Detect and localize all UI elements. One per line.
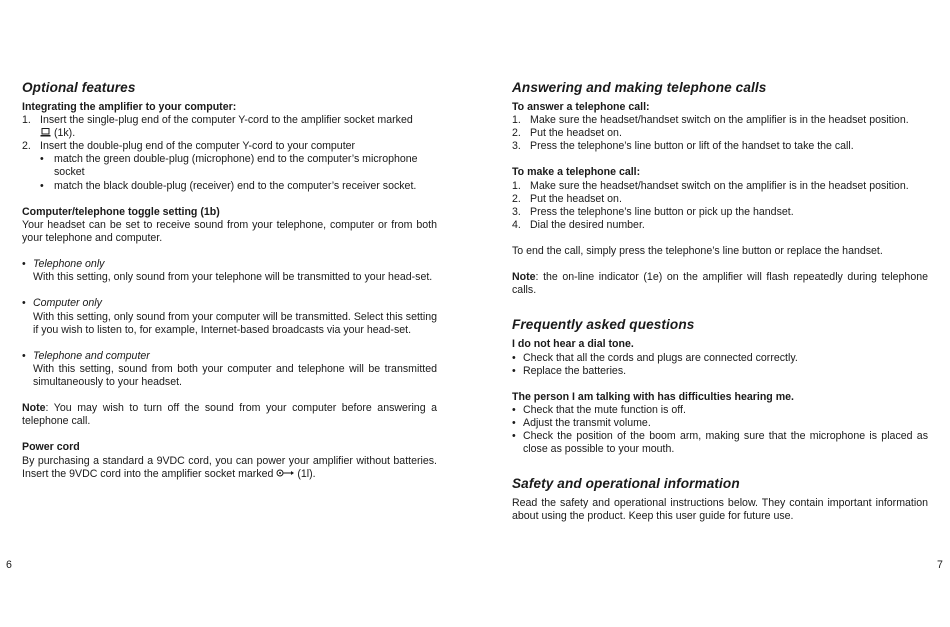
toggle-intro: Your headset can be set to receive sound from your telephone, computer or from both your telephone and computer. <box>22 218 437 244</box>
right-note: Note: the on-line indicator (1e) on the amplifier will flash repeatedly during telephone calls. <box>512 271 928 297</box>
right-page-column <box>512 80 928 523</box>
faq1-item <box>512 352 928 365</box>
faq2-items <box>512 404 928 456</box>
answering-heading: Answering and making telephone calls <box>512 80 767 95</box>
page-number-right: 7 <box>937 559 943 571</box>
step-number: 1. <box>22 114 31 127</box>
step-number: 3. <box>512 205 521 218</box>
step-number: 2. <box>512 192 521 205</box>
integrating-step-1 <box>22 114 437 140</box>
make-steps <box>512 180 928 232</box>
bullet: • <box>512 403 516 416</box>
integrating-substep-1: • match the green double-plug (microphone) end to the computer’s microphone socket <box>40 153 418 179</box>
answer-step <box>512 114 928 127</box>
faq-heading: Frequently asked questions <box>512 317 695 333</box>
safety-text: Read the safety and operational instructions below. They contain important information about using the product. Keep this user guide for future use. <box>512 497 928 523</box>
faq2-item <box>512 430 928 456</box>
integrating-title: Integrating the amplifier to your computer: <box>22 101 237 113</box>
option-telephone-only: • Telephone only <box>22 258 105 271</box>
step-text: Put the headset on. <box>530 192 622 205</box>
faq2-title: The person I am talking with has difficulties hearing me. <box>512 390 794 403</box>
power-cord-text: By purchasing a standard a 9VDC cord, you can power your amplifier without batteries. Insert the 9VDC cord into the amplifier socket marked (1l). <box>22 454 437 480</box>
step-text: Make sure the headset/handset switch on the amplifier is in the headset position. <box>530 114 909 127</box>
make-step <box>512 180 928 193</box>
step-number: 2. <box>512 127 521 140</box>
make-step <box>512 206 928 219</box>
option-telephone-and-computer: • Telephone and computer <box>22 349 150 362</box>
answer-step <box>512 140 928 153</box>
bullet: • <box>512 430 516 443</box>
step-number: 2. <box>22 140 31 153</box>
list-item-text: Check the position of the boom arm, making sure that the microphone is placed as close as possible to your mouth. <box>523 430 928 456</box>
computer-socket-icon <box>40 128 51 137</box>
answer-step <box>512 127 928 140</box>
power-cord-title: Power cord <box>22 441 80 454</box>
option-computer-only-text: With this setting, only sound from your computer will be transmitted. Select this setting if you wish to listen to, for example, Internet-based broadcasts via your head-set. <box>33 310 437 336</box>
step-text: Dial the desired number. <box>530 218 645 231</box>
toggle-title: Computer/telephone toggle setting (1b) <box>22 205 220 218</box>
step-text: Press the telephone’s line button or pick up the handset. <box>530 205 794 218</box>
faq2-item <box>512 404 928 417</box>
list-item-text: Replace the batteries. <box>523 364 627 377</box>
integrating-substep-2: • match the black double-plug (receiver) end to the computer’s receiver socket. <box>40 179 417 192</box>
safety-heading: Safety and operational information <box>512 476 740 492</box>
faq1-items <box>512 352 928 378</box>
faq2-item <box>512 417 928 430</box>
integrating-step-2 <box>22 140 437 153</box>
option-telephone-and-computer-text: With this setting, sound from both your computer and telephone will be transmitted simultaneously to your headset. <box>33 362 437 388</box>
make-title: To make a telephone call: <box>512 166 641 179</box>
faq1-title: I do not hear a dial tone. <box>512 338 634 351</box>
make-step <box>512 219 928 232</box>
bullet: • <box>512 416 516 429</box>
left-page-column <box>22 80 437 481</box>
step-number: 3. <box>512 140 521 153</box>
bullet: • <box>512 351 516 364</box>
end-call-text: To end the call, simply press the telephone’s line button or replace the handset. <box>512 245 883 258</box>
step-text: Insert the single-plug end of the computer Y-cord to the amplifier socket marked (1k). <box>40 114 413 140</box>
dc-power-socket-icon <box>276 468 294 476</box>
step-number: 1. <box>512 114 521 127</box>
step-number: 4. <box>512 218 521 231</box>
bullet: • <box>512 364 516 377</box>
faq1-item <box>512 365 928 378</box>
step-text: Press the telephone’s line button or lift of the handset to take the call. <box>530 140 854 153</box>
list-item-text: Check that all the cords and plugs are connected correctly. <box>523 351 798 364</box>
make-step <box>512 193 928 206</box>
optional-features-heading: Optional features <box>22 80 136 95</box>
step-text: Make sure the headset/handset switch on the amplifier is in the headset position. <box>530 179 909 192</box>
step-text: Insert the double-plug end of the computer Y-cord to your computer <box>40 140 356 153</box>
option-telephone-only-text: With this setting, only sound from your telephone will be transmitted to your head-set. <box>33 271 433 284</box>
page-number-left: 6 <box>6 559 12 571</box>
answer-title: To answer a telephone call: <box>512 101 650 113</box>
list-item-text: Check that the mute function is off. <box>523 403 686 416</box>
option-computer-only: • Computer only <box>22 297 102 310</box>
left-note: Note: You may wish to turn off the sound from your computer before answering a telephone call. <box>22 402 437 428</box>
list-item-text: Adjust the transmit volume. <box>523 416 651 429</box>
step-number: 1. <box>512 179 521 192</box>
answer-steps <box>512 114 928 153</box>
step-text: Put the headset on. <box>530 127 622 140</box>
